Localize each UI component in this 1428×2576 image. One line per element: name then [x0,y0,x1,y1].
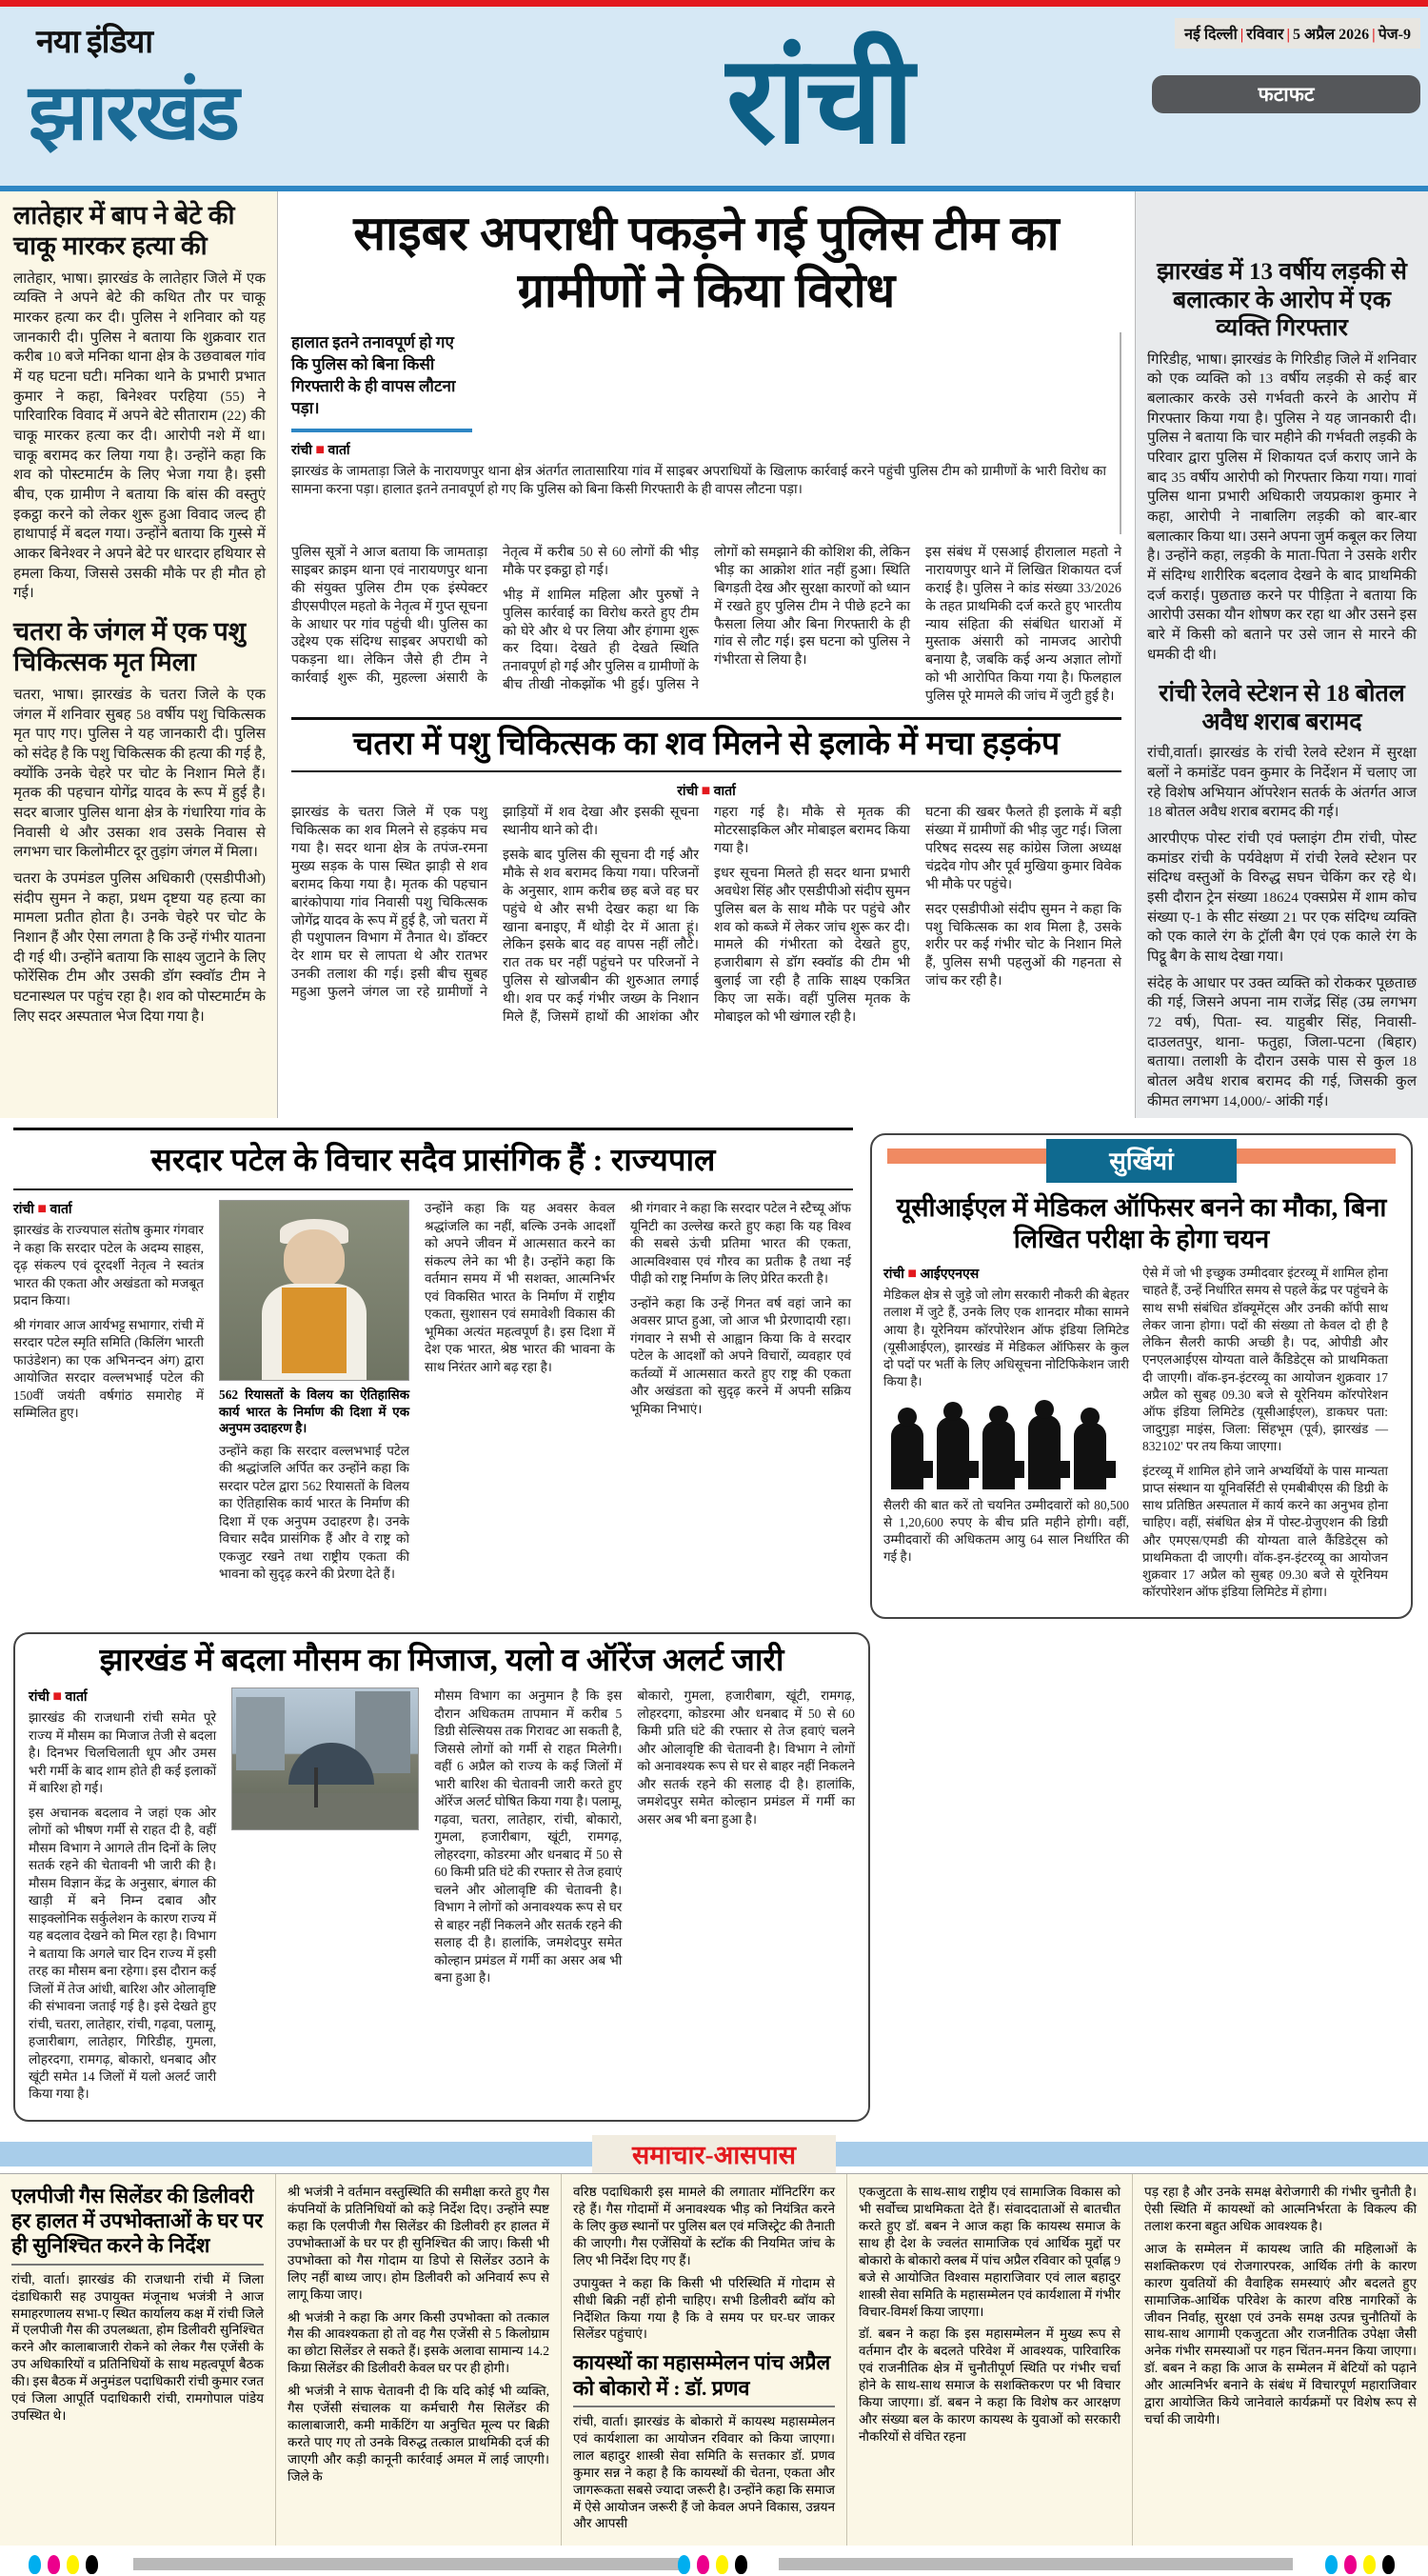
surkhiyan-body-3: सैलरी की बात करें तो चयनित उम्मीदवारों को 80,500 से 1,20,600 रुपए के बीच प्रति महीने होगी। वहीं, उम्मीदवारों की अधिकतम आयु 64 साल निर्धारित की गई है। [883,1497,1129,1565]
governor-surkhiyan-row [0,1118,1428,1619]
yellow-dot-icon-3 [1363,2555,1376,2574]
dateline-day: रविवार [1246,27,1284,43]
chatra-body-0: झारखंड के चतरा जिले में एक पशु चिकित्सक का शव मिलने से हड़कंप मच गया है। सदर थाना क्षेत्र के तपंज-रमना मुख्य सड़क के पास स्थित झाड़ी से शव बरामद किया गया है। मृतक की पहचान बारंकोपाया गांव निवासी पशु चिकित्सक जोगेंद्र यादव के रूप में हुई है, जो चतरा में ही पशुपालन विभाग में तैनात थे। डॉक्टर देर शाम घर से लापता थे और रातभर उनकी तलाश की गई। इसी बीच सुबह महुआ फुलने जंगल जा रहे ग्रामीणों ने झाड़ियों में शव देखा और इसकी सूचना स्थानीय थाने को दी। [291,805,699,1001]
governor-col2 [219,1200,409,1589]
governor-byline-dot-icon: ■ [37,1201,48,1218]
magenta-dot-icon-2 [697,2555,709,2574]
lead-byline-agency: वार्ता [327,443,350,458]
lead-body-3: इस संबंध में एसआई हीरालाल महतो ने नारायणपुर थाने में लिखित शिकायत दर्ज कराई है। पुलिस ने कांड संख्या 33/2026 के तहत प्राथमिकी दर्ज करते हुए भारतीय न्याय संहिता की संबंधित धाराओं में मुस्ताक अंसारी को नामजद आरोपी बनाया है, जबकि कई अन्य अज्ञात लोगों को भी आरोपित किया गया है। फिलहाल पुलिस पूरे मामले की जांच में जुटी हुई है। [925,545,1121,704]
governor-body-2: उन्होंने कहा कि सरदार वल्लभभाई पटेल की श्रद्धांजलि अर्पित कर उन्होंने कहा कि सरदार पटेल द्वारा 562 रियासतों के विलय का ऐतिहासिक कार्य भारत के निर्माण की दिशा में एक अनुपम उदाहरण है। उनके विचार सदैव प्रासंगिक हैं और वे राष्ट्र को एकजुट रखने तथा राष्ट्रीय एकता की भावना को सुदृढ़ करने की प्रेरणा देते हैं। [219,1443,409,1581]
masthead [0,7,1428,186]
silhouette-head-3 [989,1406,1008,1425]
surkhiyan-body-1: ऐसे में जो भी इच्छुक उम्मीदवार इंटरव्यू में शामिल होना चाहते हैं, उन्हें निर्धारित समय से पहले केंद्र पर पहुंचने के साथ सभी संबंधित डॉक्यूमेंट्स और उनकी कॉपी साथ लेकर जाना होगा। पदों की संख्या तो केवल दो ही है लेकिन सैलरी काफी अच्छी है। पद, ओपीडी और एनएलआईएस योग्यता वाले कैंडिडेट्स को प्राथमिकता दी जाएगी। वॉक-इन-इंटरव्यू का आयोजन शुक्रवार 17 अप्रैल को सुबह 09.30 बजे से यूरेनियम कॉरपोरेशन ऑफ इंडिया लिमिटेड (यूसीआईएल), डाकघर पता: जादुगुड़ा माइंस, जिला: सिंहभूम (पूर्व), झारखंड — 832102' पर तय किया जाएगा। [1142,1266,1388,1454]
silhouette-head-5 [1081,1408,1100,1427]
bottom-col4-body-1: आज के सम्मेलन में कायस्थ जाति की महिलाओं के सशक्तिकरण एवं रोजगारपरक, आर्थिक तंगी के कारण कारण युवतियों की वैवाहिक समस्याएं और बदलते हुए सामाजिक-आर्थिक परिवेश के कारण वरिष्ठ नागरिकों के जीवन निर्वाह, सुरक्षा एवं उनके समक्ष उत्पन्न चुनौतियों के साथ-साथ आगामी एकजुटता और राजनीतिक उपेक्षा जैसी अनेक गंभीर समस्याओं पर गहन चिंतन-मनन किया जाएगा। डॉ. बबन ने कहा कि आज के सम्मेलन में बेटियों को पढ़ाने और आत्मनिर्भर बनाने के संबंध में विचारपूर्ण महाराजिवार द्वारा आयोजित किये जानेवाले कार्यक्रमों पर विशेष रूप से चर्चा की जायेगी। [1144,2241,1417,2427]
bottom-col1-body-3: श्री भजंत्री ने साफ चेतावनी दी कि यदि कोई भी व्यक्ति, गैस एजेंसी संचालक या कर्मचारी गैस सिलेंडर की कालाबाजारी, कमी मार्केटिंग या अनुचित मूल्य पर बिक्री करते पाए गए तो उनके विरुद्ध तत्काल प्राथमिकी दर्ज की जाएगी और कड़ी कानूनी कार्रवाई अमल में लाई जाएगी। जिले के [288,2384,549,2484]
bottom-col-1 [0,2174,276,2546]
lead-kicker-block [291,332,1106,534]
governor-photo-head [284,1229,344,1288]
bottom-col1-body-2: श्री भजंत्री ने कहा कि अगर किसी उपभोक्ता को तत्काल गैस की आवश्यकता हो तो वह गैस एजेंसी से 5 किलोग्राम का छोटा सिलेंडर ले सकते हैं। इसके अलावा सामान्य 14.2 किग्रा सिलेंडर की डिलीवरी केवल घर पर ही होगी। [288,2309,549,2376]
left-story2-headline: चतरा के जंगल में एक पशु चिकित्सक मृत मिला [13,617,247,676]
surkhiyan-byline-city: रांची [883,1268,904,1283]
weather-row [0,1632,1428,2122]
fatafat-section-tag: फटाफट [1152,75,1420,113]
governor-col4 [630,1200,851,1589]
aaspaas-bar-right [836,2142,1428,2167]
lead-kicker-row [291,332,1121,534]
governor-col1 [13,1200,204,1589]
weather-content [29,1687,855,2110]
weather-panel [13,1632,870,2122]
weather-body-1: इस अचानक बदलाव ने जहां एक ओर लोगों को भीषण गर्मी से राहत दी है, वहीं मौसम विभाग ने आगले तीन दिनों के लिए सतर्क रहने की चेतावनी भी जारी की है। मौसम विज्ञान केंद्र के अनुसार, बंगाल की खाड़ी में बने निम्न दबाव और साइक्लोनिक सर्कुलेशन के कारण राज्य में यह बदलाव देखने को मिल रहा है। विभाग ने बताया कि अगले चार दिन राज्य में इसी तरह का मौसम बना रहेगा। इस दौरान कई जिलों में तेज आंधी, बारिश और ओलावृष्टि की संभावना जताई गई है। इसे देखते हुए रांची, चतरा, लातेहार, रांची, गढ़वा, पलामू, हजारीबाग, लातेहार, गिरिडीह, गुमला, लोहरदगा, रामगढ़, बोकारो, धनबाद और खूंटी समेत 14 जिलों में यलो अलर्ट जारी किया गया है। [29,1805,217,2102]
surkhiyan-byline [883,1265,1129,1283]
silhouette-head-4 [1035,1400,1054,1419]
lead-body-2: भीड़ में शामिल महिला और पुरुषों ने पुलिस कार्रवाई का विरोध करते हुए टीम को घेरे और थे पर लिया और हंगामा शुरू कर दिया। देखते ही देखते स्थिति तनावपूर्ण हो गई और पुलिस व ग्रामीणों के बीच तीखी नोकझोंक भी हुई। पुलिस ने लोगों को समझाने की कोशिश की, लेकिन भीड़ का आक्रोश शांत नहीं हुआ। स्थिति बिगड़ती देख और सुरक्षा कारणों को ध्यान में रखते हुए पुलिस टीम ने पीछे हटने का फैसला लिया और बिना गिरफ्तारी के ही गांव से लौट गई। इस घटना को पुलिस ने गंभीरता से लिया है। [503,545,910,693]
weather-byline-dot-icon: ■ [52,1688,63,1706]
surkhiyan-col2 [1142,1265,1388,1608]
masthead-left [0,7,495,186]
silhouette-person-5 [1074,1423,1106,1489]
weather-headline: झारखंड में बदला मौसम का मिजाज, यलो व ऑरेंज अलर्ट जारी [99,1644,784,1679]
right-column [1135,191,1428,1118]
surkhiyan-body-0: मेडिकल क्षेत्र से जुड़े जो लोग सरकारी नौकरी की बेहतर तलाश में जुटे हैं, उनके लिए एक शानदार मौका सामने आया है। यूरेनियम कॉरपोरेशन ऑफ इंडिया लिमिटेड (यूसीआईएल), झारखंड में मेडिकल ऑफिसर के कुल दो पदों पर भर्ती के लिए अधिसूचना नोटिफिकेशन जारी किया है। [883,1288,1129,1389]
governor-photo-caption: 562 रियासतों के विलय का ऐतिहासिक कार्य भारत के निर्माण की दिशा में एक अनुपम उदाहरण है। [219,1388,409,1436]
railway-story-headline: रांची रेलवे स्टेशन से 18 बोतल अवैध शराब बरामद [1159,681,1405,735]
silhouette-bag-3 [1011,1461,1024,1478]
cmyk-dots-center [678,2555,747,2574]
left-column [0,191,278,1118]
aaspaas-bar-left [0,2142,592,2167]
lead-byline [291,441,1106,459]
governor-byline-city: रांची [13,1203,34,1218]
governor-headline: सरदार पटेल के विचार सदैव प्रासंगिक हैं : राज्यपाल [13,1128,853,1190]
weather-col1 [29,1687,216,2110]
chatra-body-3: घटना की खबर फैलते ही इलाके में बड़ी संख्या में ग्रामीणों की भीड़ जुट गई। जिला परिषद सदस्य सह कांग्रेस जिला अध्यक्ष चंद्रदेव गोप और पूर्व मुखिया कुमार विवेक भी मौके पर पहुंचे। [925,805,1121,892]
weather-byline-city: रांची [29,1690,50,1706]
bottom-col-2 [276,2174,562,2546]
silhouette-bag-4 [1057,1461,1070,1478]
surkhiyan-byline-agency: आईएएनएस [920,1268,980,1283]
cyan-dot-icon-2 [678,2555,690,2574]
center-column [278,191,1135,1118]
cmyk-dots-left [29,2555,98,2574]
lead-body-1: पुलिस सूत्रों ने आज बताया कि जामताड़ा साइबर क्राइम थाना एवं नारायणपुर थाना की संयुक्त पुलिस टीम एक इंस्पेक्टर डीएसपीएल महतो के नेतृत्व में गुप्त सूचना के आधार पर गांव पहुंची थी। पुलिस का उद्देश्य एक संदिग्ध साइबर अपराधी को पकड़ना था। लेकिन जैसे ही टीम ने कार्रवाई शुरू की, मुहल्ला अंसारी के नेतृत्व में करीब 50 से 60 लोगों की भीड़ मौके पर इकट्ठा हो गई। [291,545,699,687]
weather-photo-road [232,1793,418,1829]
weather-byline-agency: वार्ता [65,1690,88,1706]
weather-byline [29,1687,216,1706]
chatra-byline-city: रांची [677,785,699,800]
bottom-col1-headline: एलपीजी गैस सिलेंडर की डिलीवरी हर हालत में उपभोक्ताओं के घर पर ही सुनिश्चित करने के निर्देश [11,2184,264,2266]
governor-byline-agency: वार्ता [50,1203,72,1218]
bottom-col2-headline2: कायस्थों का महासम्मेलन पांच अप्रैल को बोकारो में : डॉ. प्रणव [573,2350,835,2406]
surkhiyan-block [870,1118,1413,1619]
dateline-date: 5 अप्रैल 2026 [1292,27,1370,43]
left-story1-body: लातेहार, भाषा। झारखंड के लातेहार जिले में एक व्यक्ति ने अपने बेटे की कथित तौर पर चाकू मारकर हत्या कर दी। पुलिस ने शनिवार को यह जानकारी दी। पुलिस ने बताया कि शुक्रवार रात करीब 10 बजे मनिका थाना क्षेत्र के उछवाबल गांव में यह घटना घटी। मनिका थाने के प्रभारी प्रभात कुमार ने कहा, बिनेश्वर परहिया (55) ने पारिवारिक विवाद में अपने बेटे सीताराम (22) की चाकू मारकर हत्या कर दी। आरोपी नशे में था। चाकू बरामद कर लिया गया है। उन्होंने कहा कि शव को पोस्टमार्टम के लिए भेजा गया है। इसी बीच, एक ग्रामीण ने बताया कि बांस की वस्तुएं इकट्ठा करने को लेकर शुरू हुआ विवाद जल्द ही हाथापाई में बदल गया। उन्होंने बताया कि गुस्से में आकर बिनेश्वर ने अपने बेटे पर धारदार हथियार से हमला किया, जिससे उसकी मौके पर ही मौत हो गई। [13,270,266,602]
bottom-col2-body2-0: रांची, वार्ता। झारखंड के बोकारो में कायस्थ महासम्मेलन एवं कार्यशाला का आयोजन रविवार को किया जाएगा। लाल बहादुर शास्त्री सेवा समिति के सत्तकार डॉ. प्रणव कुमार सन्न ने कहा है कि कायस्थों की चेतना, एकता और जागरूकता सबसे ज्यादा जरूरी है। उन्होंने कहा कि समाज में ऐसे आयोजन जरूरी हैं जो केवल अपने विकास, उन्नयन और आपसी [573,2413,835,2531]
surkhiyan-tag: सुर्खियां [1046,1139,1237,1183]
governor-body-0: झारखंड के राज्यपाल संतोष कुमार गंगवार ने कहा कि सरदार पटेल के अदम्य साहस, दृढ़ संकल्प एवं दूरदर्शी नेतृत्व ने स्वतंत्र भारत की एकता और अखंडता को मजबूत प्रदान किया। [13,1223,204,1308]
governor-col3 [425,1200,615,1589]
surkhiyan-content [883,1265,1399,1608]
footer-registration-marks [0,2551,1428,2576]
weather-photo-umbrella-stick [314,1767,318,1807]
bottom-col-3 [562,2174,847,2546]
governor-body-4: श्री गंगवार ने कहा कि सरदार पटेल ने स्टैच्यू ऑफ यूनिटी का उल्लेख करते हुए कहा कि यह विश्व की सबसे ऊंची प्रतिमा भारत की एकता, आत्मविश्वास एवं गौरव का प्रतीक है तथा नई पीढ़ी को राष्ट्र निर्माण के लिए प्रेरित करती है। [630,1201,851,1287]
edition-title: झारखंड [29,70,238,156]
bottom-col3-body-0: एकजुटता के साथ-साथ राष्ट्रीय एवं सामाजिक विकास को भी सर्वोच्च प्राथमिकता देते हैं। संवाददाताओं से बातचीत करते हुए डॉ. बबन ने आज कहा कि कायस्थ समाज के साथ ही देश के ज्वलंत सामाजिक एवं आर्थिक मुद्दों पर बोकारो के बोकारो क्लब में पांच अप्रैल रविवार को पूर्वाह्न 9 बजे से आयोजित विश्वास महाराजिवार एवं लाल बहादुर शास्त्री सेवा समिति के महासम्मेलन एवं कार्यशाला में गंभीर विचार-विमर्श किया जाएगा। [859,2184,1121,2319]
city-title: रांची [726,33,911,169]
chatra-body-2: इधर सूचना मिलते ही सदर थाना प्रभारी अवधेश सिंह और एसडीपीओ संदीप सुमन पुलिस बल के साथ मौके पर पहुंचे और शव को कब्जे में लेकर जांच शुरू कर दी। मामले की गंभीरता को देखते हुए, हजारीबाग से डॉग स्क्वॉड की टीम भी बुलाई जा रही है ताकि साक्ष्य एकत्रित किए जा सकें। वहीं पुलिस मृतक के मोबाइल को भी खंगाल रही है। [714,865,910,1025]
silhouette-person-2 [937,1417,969,1489]
surkhiyan-panel [870,1133,1413,1619]
governor-body-3: उन्होंने कहा कि यह अवसर केवल श्रद्धांजलि का नहीं, बल्कि उनके आदर्शों को अपने जीवन में आत्मसात करने का संकल्प लेने का भी है। उन्होंने कहा कि वर्तमान समय में भी सशक्त, आत्मनिर्भर एवं विकसित भारत के निर्माण में राष्ट्रीय एकता, सुशासन एवं समावेशी विकास की भूमिका अत्यंत महत्वपूर्ण है। इस दिशा में देश एक भारत, श्रेष्ठ भारत की भावना के साथ निरंतर आगे बढ़ रहा है। [425,1201,615,1374]
governor-photo-scarf [282,1288,346,1373]
lead-body-0: झारखंड के जामताड़ा जिले के नारायणपुर थाना क्षेत्र अंतर्गत लातासारिया गांव में साइबर अपराधियों के खिलाफ कार्रवाई करने पहुंची पुलिस टीम को ग्रामीणों के भारी विरोध का सामना करना पड़ा। हालात इतने तनावपूर्ण हो गए कि पुलिस को बिना किसी गिरफ्तारी के ही वापस लौटना पड़ा। [291,464,1106,497]
weather-body-2: मौसम विभाग का अनुमान है कि इस दौरान अधिकतम तापमान में करीब 5 डिग्री सेल्सियस तक गिरावट आ सकती है, जिससे लोगों को गर्मी से राहत मिलेगी। वहीं 6 अप्रैल को राज्य के कई जिलों में भारी बारिश की चेतावनी जारी करते हुए ऑरेंज अलर्ट घोषित किया गया है। पलामू, गढ़वा, चतरा, लातेहार, रांची, बोकारो, गुमला, हजारीबाग, खूंटी, रामगढ़, लोहरदगा, कोडरमा और धनबाद में 50 से 60 किमी प्रति घंटे की रफ्तार से तेज हवाएं चलने और ओलावृष्टि की चेतावनी है। विभाग ने लोगों को अनावश्यक रूप से घर से बाहर नहीं निकलने और सतर्क रहने की सलाह दी है। हालांकि, जमशेदपुर समेत कोल्हान प्रमंडल में गर्मी का असर अब भी बना हुआ है। [434,1688,623,1986]
black-dot-icon-3 [1382,2555,1395,2574]
main-content [0,191,1428,1118]
bottom-col-4 [847,2174,1133,2546]
governor-byline [13,1200,204,1218]
chatra-body-1: इसके बाद पुलिस की सूचना दी गई और मौके से शव बरामद किया गया। परिजनों के अनुसार, शाम करीब छह बजे वह घर पहुंचे थे और सभी देखर कहा था कि खाना बनाइए, मैं थोड़ी देर में आता हूं। लेकिन इसके बाद वह वापस नहीं लौटे। रात तक घर नहीं पहुंचने पर परिजनों ने पुलिस से खोजबीन की शुरुआत लगाई थी। शव पर कई गंभीर जख्म के निशान मिले हैं, जिसमें हाथों की आशंका और गहरा गई है। मौके से मृतक की मोटरसाइकिल और मोबाइल बरामद किया गया है। [503,805,910,1025]
cyan-dot-icon [29,2555,41,2574]
surkhiyan-silhouette-photo [883,1398,1129,1489]
surkhiyan-byline-dot-icon: ■ [907,1266,918,1283]
weather-photo-rain-street [231,1687,419,1830]
silhouette-bag-1 [920,1461,933,1478]
surkhiyan-body-2: इंटरव्यू में शामिल होने जाने अभ्यर्थियों के पास मान्यता प्राप्त संस्थान या यूनिवर्सिटी से एमबीबीएस की डिग्री के साथ प्रतिष्ठित अस्पताल में कार्य करने का अनुभव होना चाहिए। वहीं, संबंधित क्षेत्र में पोस्ट-ग्रेजुएशन की डिग्री और एमएस/एमडी की योग्यता वाले कैंडिडेट्स को प्राथमिकता दी जाएगी। वॉक-इन-इंटरव्यू का आयोजन शुक्रवार 17 अप्रैल को सुबह 09.30 बजे से यूरेनियम कॉरपोरेशन ऑफ इंडिया लिमिटेड में होगा। [1142,1463,1388,1600]
byline-dot-icon: ■ [315,441,326,458]
yellow-dot-icon [67,2555,79,2574]
chatra-byline-agency: वार्ता [713,785,736,800]
masthead-right [1142,7,1428,186]
silhouette-head-1 [898,1408,917,1427]
governor-content [13,1200,853,1589]
silhouette-bag-5 [1102,1461,1116,1478]
cyan-dot-icon-3 [1325,2555,1338,2574]
lead-headline: साइबर अपराधी पकड़ने गई पुलिस टीम का ग्रामीणों ने किया विरोध [353,207,1060,317]
aaspaas-section-bar [0,2135,1428,2173]
surkhiyan-col1 [883,1265,1129,1608]
black-dot-icon [86,2555,98,2574]
left-story2-body2: चतरा के उपमंडल पुलिस अधिकारी (एसडीपीओ) संदीप सुमन ने कहा, प्रथम दृष्टया यह हत्या का मामला प्रतीत होता है। उनके चेहरे पर चोट के निशान हैं और ऐसा लगता है कि उन्हें गंभीर यातना दी गई थी। उन्होंने बताया कि साक्ष्य जुटाने के लिए फोरेंसिक टीम और उसकी डॉग स्क्वॉड टीम ने घटनास्थल पर पहुंच रहा है। शव को पोस्टमार्टम के लिए सदर अस्पताल भेज दिया गया है। [13,869,266,1025]
weather-col3 [434,1687,622,2110]
cmyk-dots-right [1325,2555,1395,2574]
aaspaas-bar-center [592,2135,836,2173]
chatra-body-4: सदर एसडीपीओ संदीप सुमन ने कहा कि पशु चिकित्सक का शव मिला है, उसके शरीर पर कई गंभीर चोट के निशान मिले हैं, पुलिस सभी पहलुओं की गहनता से जांच कर रही है। [925,901,1121,989]
top-red-rule [0,0,1428,7]
surkhiyan-headline: यूसीआईएल में मेडिकल ऑफिसर बनने का मौका, बिना लिखित परीक्षा के होगा चयन [896,1193,1387,1254]
lead-photo-cyber-police-station [1120,332,1121,534]
railway-story-body2: आरपीएफ पोस्ट रांची एवं फ्लाइंग टीम रांची, पोस्ट कमांडर रांची के पर्यवेक्षण में रांची रेलवे स्टेशन पर संदिग्ध वस्तुओं के विरुद्ध सघन चेकिंग कर रहे थे। इसी दौरान ट्रेन संख्या 18624 एक्सप्रेस में शाम कोच संख्या ए-1 के सीट संख्या 21 पर एक संदिग्ध व्यक्ति को एक काले रंग के ट्रॉली बैग एवं एक काले रंग के पिट्ठू बैग के साथ देखा गया। [1147,829,1417,965]
weather-body-2b: बोकारो, गुमला, हजारीबाग, खूंटी, रामगढ़, लोहरदगा, कोडरमा और धनबाद में 50 से 60 किमी प्रति घंटे की रफ्तार से तेज हवाएं चलने और ओलावृष्टि की चेतावनी है। विभाग ने लोगों को अनावश्यक रूप से घर से बाहर नहीं निकलने और सतर्क रहने की सलाह दी है। हालांकि, जमशेदपुर समेत कोल्हान प्रमंडल में गर्मी का असर अब भी बना हुआ है। [637,1688,855,1827]
black-dot-icon-2 [735,2555,747,2574]
weather-col2 [231,1687,419,2110]
weather-photo-building-left [236,1697,285,1770]
governor-body-1: श्री गंगवार आज आर्यभट्ट सभागार, रांची में सरदार पटेल स्मृति समिति (किलिंग भारती फाउंडेशन) का एक अभिनन्दन अंग) द्वारा आयोजित सरदार वल्लभभाई पटेल की 150वीं जयंती वर्षगांठ समारोह में सम्मिलित हुए। [13,1317,204,1421]
gray-bar-2 [779,2558,1293,2570]
fatafat-story1-headline: झारखंड में 13 वर्षीय लड़की से बलात्कार के आरोप में एक व्यक्ति गिरफ्तार [1157,259,1407,341]
railway-story-body: रांची,वार्ता। झारखंड के रांची रेलवे स्टेशन में सुरक्षा बलों ने कमांडेंट पवन कुमार के निर्देशन में चलाए जा रहे विशेष अभियान ऑपरेशन सतर्क के अंतर्गत आज 18 बोतल अवैध शराब बरामद की गई। [1147,745,1417,821]
fatafat-story1-body: गिरिडीह, भाषा। झारखंड के गिरिडीह जिले में शनिवार को एक व्यक्ति को 13 वर्षीय लड़की से कई बार बलात्कार करके उसे गर्भवती करने के आरोप में गिरफ्तार किया गया है। पुलिस ने यह जानकारी दी। पुलिस ने बताया कि चार महीने की गर्भवती लड़की के परिवार द्वारा पुलिस में शिकायत दर्ज कराए जाने के बाद 35 वर्षीय आरोपी को गिरफ्तार किया गया। गावां पुलिस थाना प्रभारी अधिकारी जयप्रकाश कुमार ने कहा, आरोपी ने नाबालिग लड़की को बार-बार बलात्कार किया था। उसने अपना जुर्म कबूल कर लिया है। उन्होंने कहा, लड़की के माता-पिता ने उसके शरीर में संदिग्ध शारीरिक बदलाव देखने के बाद प्राथमिकी दर्ज कराई। पुछताछ करने पर पीड़िता ने बताया कि आरोपी उसका यौन शोषण कर रहा था और उसने इस बारे में किसी को बताने पर उसे जान से मारने की धमकी दी थी। [1147,350,1417,663]
bottom-col2-body-0: वरिष्ठ पदाधिकारी इस मामले की लगातार मॉनिटरिंग कर रहे हैं। गैस गोदामों में अनावश्यक भीड़ को नियंत्रित करने के लिए कुछ स्थानों पर पुलिस बल एवं मजिस्ट्रेट की तैनाती की जाएगी। गैस एजेंसियों के स्टॉक की नियमित जांच के लिए भी निर्देश दिए गए हैं। [573,2184,835,2267]
bottom-col4-body-0: पड़ रहा है और उनके समक्ष बेरोजगारी की गंभीर चुनौती है। ऐसी स्थिति में कायस्थों को आत्मनिर्भरता के विकल्प की तलाश करना बहुत अधिक आवश्यक है। [1144,2184,1417,2233]
aaspaas-title: समाचार-आसपास [632,2141,796,2170]
silhouette-person-1 [891,1423,923,1489]
weather-col4 [637,1687,855,2110]
magenta-dot-icon-3 [1344,2555,1357,2574]
governor-block [13,1118,870,1619]
silhouette-person-4 [1028,1415,1061,1489]
bottom-col1-body-1: श्री भजंत्री ने वर्तमान वस्तुस्थिति की समीक्षा करते हुए गैस कंपनियों के प्रतिनिधियों को कड़े निर्देश दिए। उन्होंने स्पष्ट कहा कि एलपीजी गैस सिलेंडर की डिलीवरी हर हालत में उपभोक्ताओं के घर पर ही सुनिश्चित की जाए। किसी भी उपभोक्ता को गैस गोदाम या डिपो से सिलेंडर उठाने के लिए नहीं बाध्य जाए। होम डिलीवरी को अनिवार्य रूप से लागू किया जाए। [288,2184,549,2302]
left-story2-body1: चतरा, भाषा। झारखंड के चतरा जिले के एक जंगल में शनिवार सुबह 58 वर्षीय पशु चिकित्सक मृत पाए गए। पुलिस ने यह जानकारी दी। पुलिस को संदेह है कि पशु चिकित्सक की हत्या की गई है, क्योंकि उनके चेहरे पर चोट के निशान मिले हैं। मृतक की पहचान योगेंद्र यादव के रूप में हुई है। सदर बाजार पुलिस थाना क्षेत्र के गंधारिया गांव के निवासी थे और उसका शव उसके निवास से लगभग चार किलोमीटर दूर तुड़ांग जंगल में मिला। [13,686,266,861]
brand-name: नया इंडिया [36,25,153,60]
kicker-blue-rule [291,429,472,432]
magenta-dot-icon [48,2555,60,2574]
weather-body-0: झारखंड की राजधानी रांची समेत पूरे राज्य में मौसम का मिजाज तेजी से बदला है। दिनभर चिलचिलाती धूप और उमस भरी गर्मी के बाद शाम होते ही कई इलाकों में बारिश हो गई। [29,1710,217,1796]
silhouette-head-2 [943,1402,962,1421]
silhouette-person-3 [982,1421,1015,1489]
chatra-byline [291,782,1121,800]
lead-body-columns [291,544,1121,706]
chatra-headline: चतरा में पशु चिकित्सक का शव मिलने से इलाके में मचा हड़कंप [291,717,1121,772]
bottom-col2-body-1: उपायुक्त ने कहा कि किसी भी परिस्थिति में गोदाम से सीधी बिक्री नहीं होनी चाहिए। सभी डिलीवरी ब्वॉय को निर्देशित किया गया है कि वे समय पर घर-घर जाकर सिलेंडर पहुंचाएं। [573,2275,835,2342]
governor-body-5: उन्होंने कहा कि उन्हें गिनत वर्ष वहां जाने का अवसर प्राप्त हुआ, जो आज भी प्रेरणादायी रहा। गंगवार ने सभी से आह्वान किया कि वे सरदार पटेल के आदर्शों को अपने विचारों, व्यवहार एवं कर्तव्यों में आत्मसात करते हुए राष्ट्र की एकता और अखंडता को सुदृढ़ करने में अपनी सक्रिय भूमिका निभाएं। [630,1295,851,1416]
masthead-center [495,7,1142,186]
chatra-byline-dot-icon: ■ [701,783,711,800]
bottom-col1-body-0: रांची, वार्ता। झारखंड की राजधानी रांची में जिला दंडाधिकारी सह उपायुक्त मंजूनाथ भजंत्री ने आज समाहरणालय सभा-ए स्थित कार्यालय कक्ष में रांची जिले में एलपीजी गैस की उपलब्धता, होम डिलीवरी सुनिश्चित करने और कालाबाजारी रोकने को लेकर गैस एजेंसी के उप अधिकारियों व प्रतिनिधियों के साथ महत्वपूर्ण बैठक की। इस बैठक में अनुमंडल पदाधिकारी रांची कुमार रजत एवं जिला आपूर्ति पदाधिकारी रांची, रामगोपाल पांडेय उपस्थित थे। [11,2271,264,2424]
bottom-col-5 [1133,2174,1428,2546]
left-story1-headline: लातेहार में बाप ने बेटे की चाकू मारकर हत्या की [13,201,235,260]
bottom-section [0,2173,1428,2546]
railway-story-body3: संदेह के आधार पर उक्त व्यक्ति को रोककर पूछताछ की गई, जिसने अपना नाम राजेंद्र सिंह (उम्र लगभग 72 वर्ष), पिता- स्व. याहुबीर सिंह, निवासी- दाउलतपुर, थाना- फतुहा, जिला-पटना (बिहार) बताया। तलाशी के दौरान उसके पास से कुल 18 बोतल अवैध शराब बरामद की गई, जिसकी कुल कीमत लगभग 14,000/- आंकी गई। [1147,974,1417,1109]
silhouette-bag-2 [965,1461,979,1478]
lead-kicker-text: हालात इतने तनावपूर्ण हो गए कि पुलिस को बिना किसी गिरफ्तारी के ही वापस लौटना पड़ा। [291,333,456,417]
lead-byline-city: रांची [291,443,312,458]
dateline-page: पेज-9 [1378,27,1411,43]
dateline: नई दिल्ली | रविवार | 5 अप्रैल 2026 | पेज-9 [1175,18,1420,49]
yellow-dot-icon-2 [716,2555,728,2574]
dateline-place: नई दिल्ली [1184,27,1238,43]
chatra-body-columns [291,804,1121,1027]
gray-bar-1 [133,2558,685,2570]
governor-photo [219,1200,409,1381]
bottom-col3-body-1: डॉ. बबन ने कहा कि इस महासम्मेलन में मुख्य रूप से वर्तमान दौर के बदलते परिवेश में आवश्यक, पारिवारिक एवं राजनीतिक क्षेत्र में चुनौतीपूर्ण स्थिति पर गंभीर चर्चा होने के साथ-साथ समाज के सशक्तिकरण पर भी विचार किया जाएगा। डॉ. बबन ने कहा कि विशेष कर आरक्षण और संख्या बल के कारण कायस्थ के युवाओं को सरकारी नौकरियों से वंचित रहना [859,2326,1121,2445]
